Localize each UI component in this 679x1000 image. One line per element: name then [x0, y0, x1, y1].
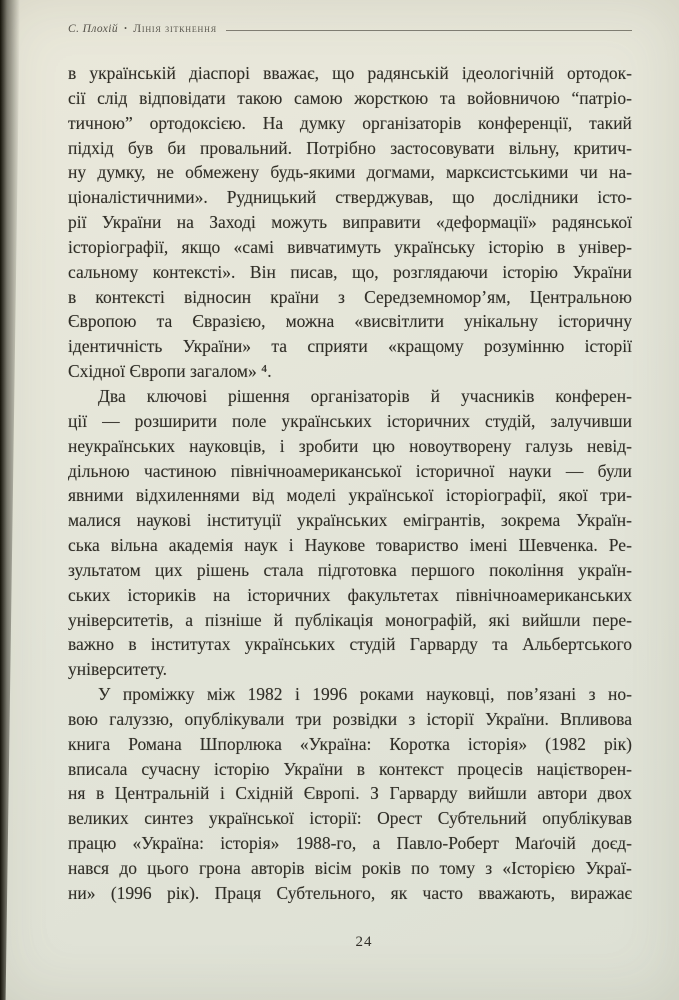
- text-line: історіографії, якщо «самі вивчатимуть українську історію в універ-: [68, 236, 632, 257]
- text-line: ська вільна академія наук і Наукове товариство імені Шевченка. Ре-: [68, 535, 632, 556]
- text-line: важно в інститутах українських студій Гарварду та Альбертського: [68, 634, 632, 655]
- running-head-title: Лінія зіткнення: [133, 23, 217, 35]
- page-body: [68, 61, 632, 906]
- text-line: ціоналістичними». Рудницький стверджував, що дослідники істо-: [68, 187, 632, 208]
- text-line: Європою та Євразією, можна «висвітлити унікальну історичну: [68, 311, 632, 332]
- text-line: сії слід відповідати такою самою жорсткою та войовничою “патріо-: [68, 87, 632, 108]
- text-line: підхід був би провальний. Потрібно застосовувати вільну, критич-: [68, 137, 632, 158]
- text-line: університету.: [68, 659, 167, 680]
- text-line: Два ключові рішення організаторів й учасників конферен-: [98, 385, 632, 406]
- running-head-author: С. Плохій: [68, 23, 119, 35]
- text-line: ня в Центральній і Східній Європі. З Гарварду вийшли автори двох: [68, 783, 632, 804]
- text-line: зультатом цих рішень стала підготовка першого покоління україн-: [68, 559, 632, 580]
- text-line: малися наукові інституції українських емігрантів, зокрема Україн-: [68, 510, 632, 531]
- text-line: Східної Європи загалом» ⁴.: [68, 361, 272, 382]
- text-line: працю «Україна: історія» 1988-го, а Павло-Роберт Маґочій доєд-: [68, 833, 632, 854]
- running-head-rule: [226, 30, 632, 31]
- text-line: в українській діаспорі вважає, що радянській ідеологічній ортодок-: [68, 63, 632, 83]
- text-line: тичною” ортодоксією. На думку організаторів конференції, такий: [68, 112, 632, 133]
- text-line: У проміжку між 1982 і 1996 роками науковці, пов’язані з но-: [98, 684, 632, 705]
- text-line: книга Романа Шпорлюка «Україна: Коротка історія» (1982 рік): [68, 733, 632, 754]
- text-line: явними відхиленнями від моделі української історіографії, якої три-: [68, 485, 632, 506]
- text-line: вписала сучасну історію України в контекст процесів націєтворен-: [68, 758, 632, 779]
- text-line: ни» (1996 рік). Праця Субтельного, як часто вважають, виражає: [68, 882, 632, 903]
- page-gutter-shadow: [0, 0, 20, 1000]
- text-line: ських істориків на історичних факультетах північноамериканських: [68, 584, 632, 605]
- page-number: 24: [355, 934, 373, 950]
- text-line: дільною частиною північноамериканської історичної науки — були: [68, 460, 632, 481]
- running-head: [68, 21, 632, 37]
- text-line: ну думку, не обмежену будь-якими догмами, марксистськими чи на-: [68, 162, 632, 183]
- text-line: великих синтез української історії: Орест Субтельний опублікував: [68, 808, 632, 829]
- text-line: в контексті відносин країни з Середземномор’ям, Центральною: [68, 286, 632, 307]
- text-line: університетів, а пізніше й публікація монографій, які вийшли пере-: [68, 609, 632, 630]
- bullet-separator-icon: •: [124, 23, 128, 33]
- text-line: неукраїнських науковців, і зробити цю новоутворену галузь невід-: [68, 435, 632, 456]
- text-line: рії України на Заході можуть виправити «деформації» радянської: [68, 212, 632, 233]
- text-line: нався до цього грона авторів вісім років по тому з «Історією Украї-: [68, 858, 632, 878]
- text-line: ідентичність України» та сприяти «кращому розумінню історії: [68, 336, 632, 357]
- text-line: вою галуззю, опублікували три розвідки з історії України. Впливова: [68, 708, 632, 729]
- text-line: сальному контексті». Він писав, що, розглядаючи історію України: [68, 261, 632, 282]
- text-line: ції — розширити поле українських історичних студій, залучивши: [68, 410, 632, 431]
